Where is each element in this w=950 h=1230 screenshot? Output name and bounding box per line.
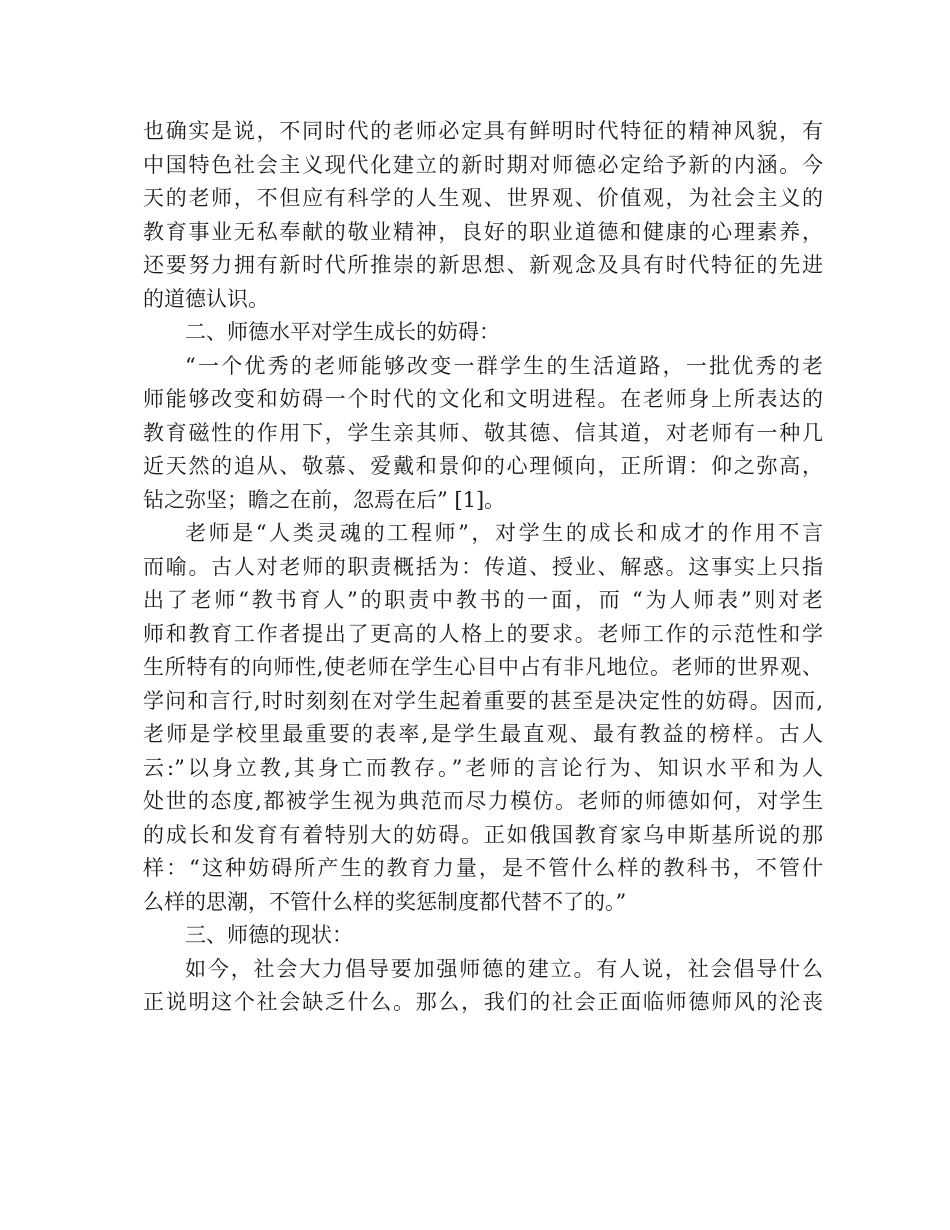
text-line: 老师是学校里最重要的表率,是学生最直观、最有教益的榜样。古人 (143, 722, 823, 746)
text-line: 正说明这个社会缺乏什么。那么，我们的社会正面临师德师风的沦丧 (143, 990, 823, 1014)
text-line: 的成长和发育有着特别大的妨碍。正如俄国教育家乌申斯基所说的那 (143, 822, 823, 847)
text-line: “一个优秀的老师能够改变一群学生的生活道路，一批优秀的老 (185, 353, 823, 378)
text-line: 也确实是说，不同时代的老师必定具有鲜明时代特征的精神风貌，有 (143, 119, 823, 143)
text-line: 样：“这种妨碍所产生的教育力量，是不管什么样的教科书，不管什 (143, 856, 823, 880)
text-line: 学问和言行,时时刻刻在对学生起着重要的甚至是决定性的妨碍。因而, (143, 688, 823, 713)
text-line: 教育事业无私奉献的敬业精神，良好的职业道德和健康的心理素养， (143, 219, 823, 244)
text-line: 生所特有的向师性,使老师在学生心目中占有非凡地位。老师的世界观、 (143, 655, 823, 679)
text-line: 二、师德水平对学生成长的妨碍： (185, 320, 500, 344)
text-line: 老师是“人类灵魂的工程师”，对学生的成长和成才的作用不言 (185, 521, 823, 545)
text-line: 而喻。古人对老师的职责概括为：传道、授业、解惑。这事实上只指 (143, 554, 823, 579)
document-body (143, 115, 823, 1020)
text-line: 近天然的追从、敬慕、爱戴和景仰的心理倾向，正所谓：仰之弥高， (143, 454, 823, 478)
text-line: 云:”以身立教,其身亡而教存。”老师的言论行为、知识水平和为人 (143, 755, 823, 780)
text-line: 师和教育工作者提出了更高的人格上的要求。老师工作的示范性和学 (143, 621, 823, 646)
text-line: 师能够改变和妨碍一个时代的文化和文明进程。在老师身上所表达的 (143, 387, 823, 411)
text-line: 三、师德的现状： (185, 923, 353, 947)
text-line: 教育磁性的作用下，学生亲其师、敬其德、信其道，对老师有一种几 (143, 420, 823, 445)
text-line: 如今，社会大力倡导要加强师德的建立。有人说，社会倡导什么 (185, 956, 823, 981)
text-line: 处世的态度,都被学生视为典范而尽力模仿。老师的师德如何，对学生 (143, 789, 823, 813)
text-line: 中国特色社会主义现代化建立的新时期对师德必定给予新的内涵。今 (143, 152, 823, 177)
text-line: 出了老师“教书育人”的职责中教书的一面，而 “为人师表”则对老 (143, 588, 823, 612)
text-line: 的道德认识。 (143, 286, 269, 311)
text-line: 钻之弥坚；瞻之在前，忽焉在后” [1]。 (143, 487, 506, 512)
text-line: 还要努力拥有新时代所推崇的新思想、新观念及具有时代特征的先进 (143, 253, 823, 277)
text-line: 天的老师，不但应有科学的人生观、世界观、价值观，为社会主义的 (143, 186, 823, 210)
text-line: 么样的思潮，不管什么样的奖惩制度都代替不了的。” (143, 889, 627, 914)
